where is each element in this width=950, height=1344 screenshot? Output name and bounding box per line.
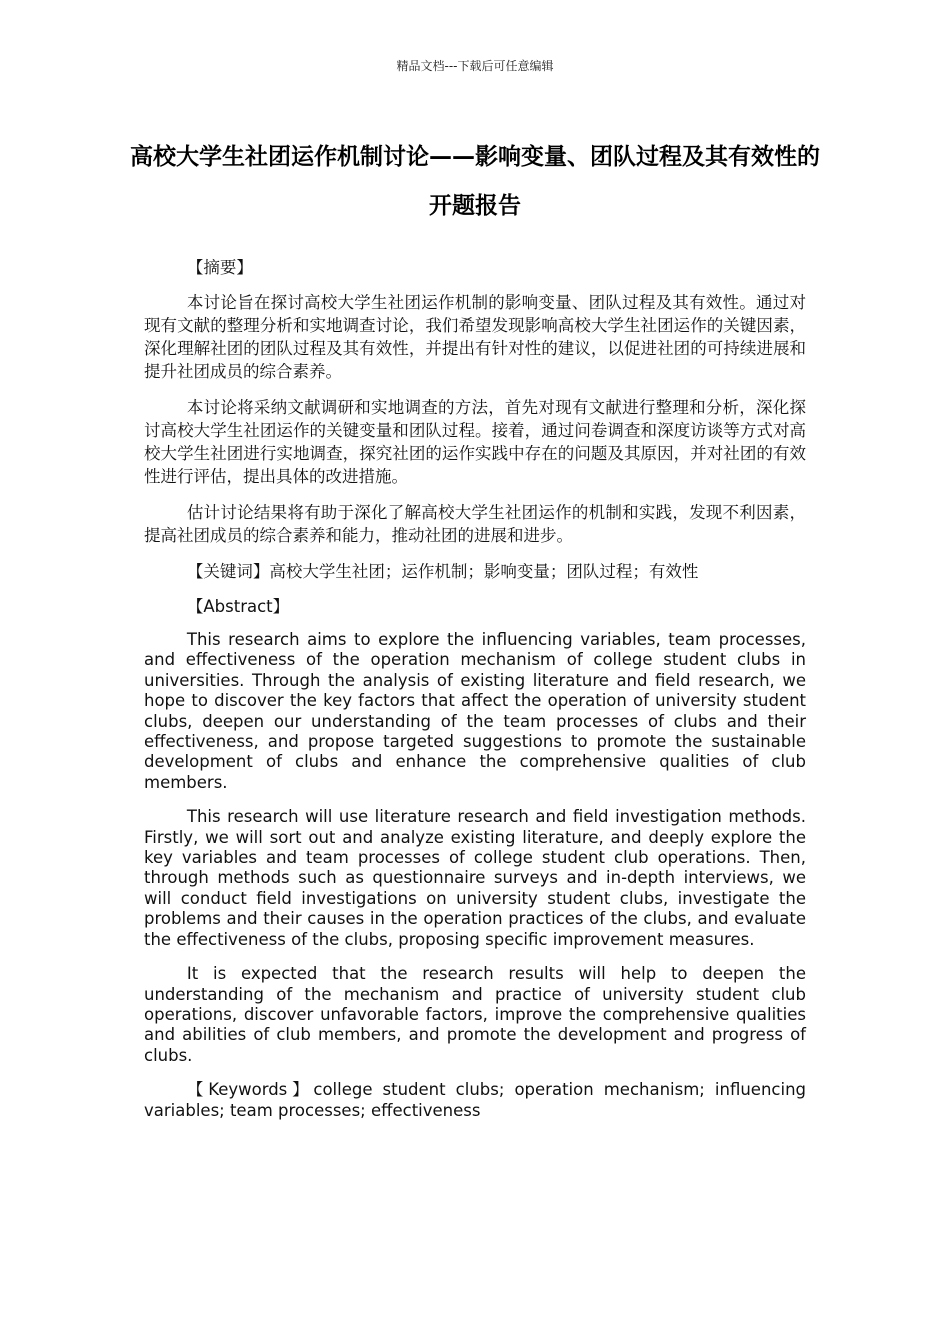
abstract-en-heading: 【Abstract】 bbox=[186, 597, 290, 616]
abstract-en-paragraph: It is expected that the research results will help to deepen the understanding of the mechanism and practice of university student club operations, discover unfavorable factors, improve the comprehensive qualities and abilities of club members, and promote the development and progress of clubs. bbox=[144, 964, 806, 1065]
abstract-cn-heading: 【摘要】 bbox=[186, 258, 253, 277]
abstract-cn-paragraph: 本讨论旨在探讨高校大学生社团运作机制的影响变量、团队过程及其有效性。通过对现有文献的整理分析和实地调查讨论，我们希望发现影响高校大学生社团运作的关键因素，深化理解社团的团队过程及其有效性，并提出有针对性的建议，以促进社团的可持续进展和提升社团成员的综合素养。 bbox=[144, 293, 806, 381]
abstract-en-paragraph: This research aims to explore the influencing variables, team processes, and effectiveness of the operation mechanism of college student clubs in universities. Through the analysis of existing literature and field research, we hope to discover the key factors that affect the operation of university student clubs, deepen our understanding of the team processes of clubs and their effectiveness, and propose targeted suggestions to promote the sustainable development of clubs and enhance the comprehensive qualities of club members. bbox=[144, 630, 806, 792]
abstract-cn-paragraph: 估计讨论结果将有助于深化了解高校大学生社团运作的机制和实践，发现不利因素，提高社团成员的综合素养和能力，推动社团的进展和进步。 bbox=[144, 503, 806, 545]
abstract-en-paragraph: This research will use literature research and field investigation methods. Firstly, we will sort out and analyze existing literature, and deeply explore the key variables and team processes of college student club operations. Then, through methods such as questionnaire surveys and in-depth interviews, we will conduct field investigations on university student clubs, investigate the problems and their causes in the operation practices of the clubs, and evaluate the effectiveness of the clubs, proposing specific improvement measures. bbox=[144, 807, 806, 949]
header-note: 精品文档---下载后可任意编辑 bbox=[396, 59, 554, 73]
document-body bbox=[144, 256, 806, 1135]
keywords-en: 【Keywords】college student clubs; operation mechanism; influencing variables; team processes; effectiveness bbox=[144, 1080, 806, 1120]
document-title: 高校大学生社团运作机制讨论——影响变量、团队过程及其有效性的开题报告 bbox=[130, 144, 820, 219]
abstract-cn-paragraph: 本讨论将采纳文献调研和实地调查的方法，首先对现有文献进行整理和分析，深化探讨高校大学生社团运作的关键变量和团队过程。接着，通过问卷调查和深度访谈等方式对高校大学生社团进行实地调查，探究社团的运作实践中存在的问题及其原因，并对社团的有效性进行评估，提出具体的改进措施。 bbox=[144, 398, 806, 486]
keywords-cn: 【关键词】高校大学生社团；运作机制；影响变量；团队过程；有效性 bbox=[186, 562, 699, 581]
